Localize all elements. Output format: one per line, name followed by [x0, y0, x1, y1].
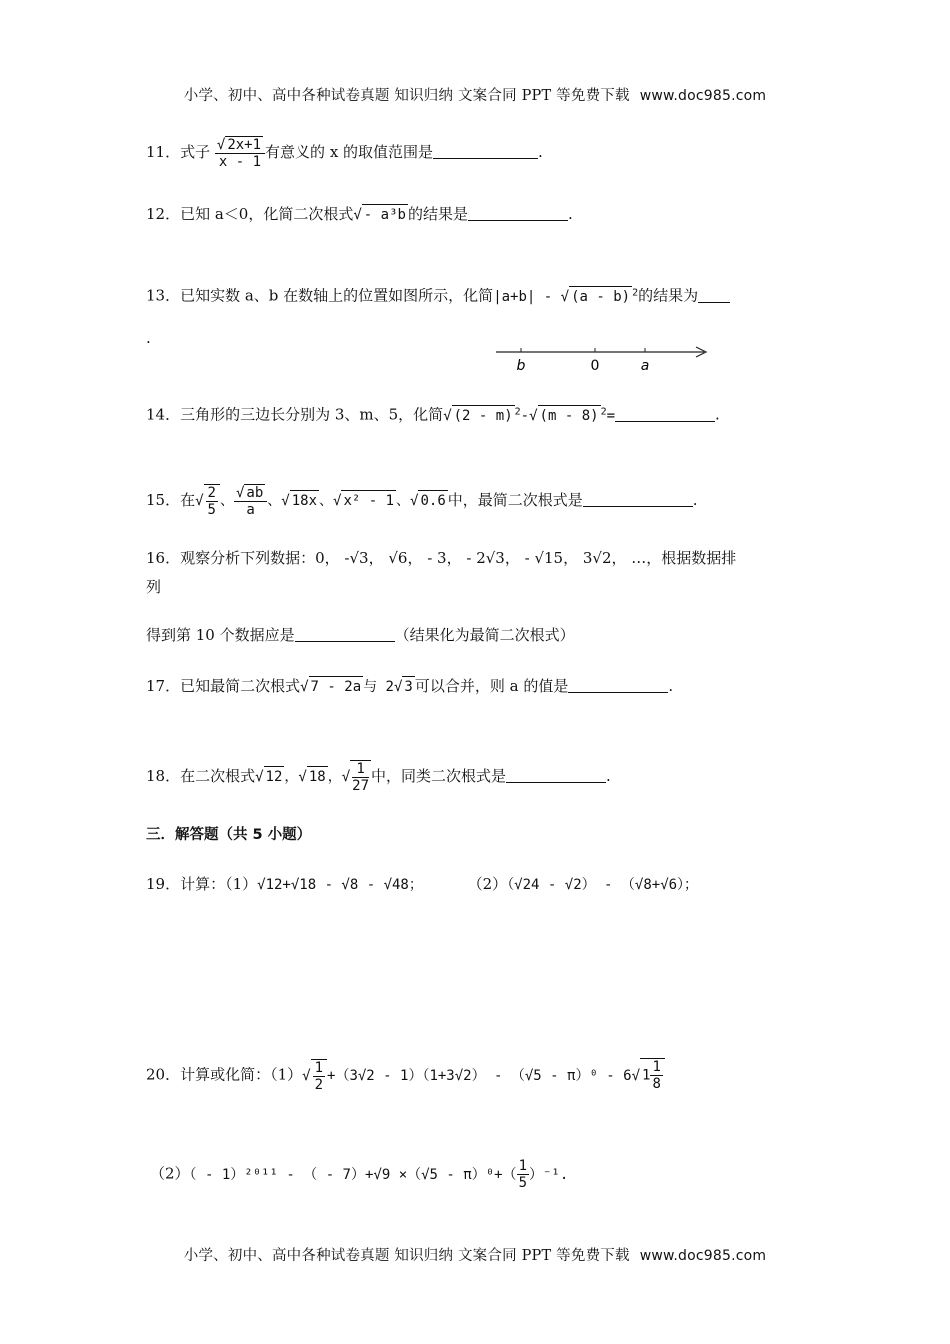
operator: = — [606, 407, 616, 424]
punctuation: . — [567, 205, 573, 223]
punctuation: . — [606, 767, 611, 785]
numerator: 1 — [314, 1059, 324, 1076]
question-number: 12． — [146, 205, 181, 223]
math-expression — [189, 1158, 569, 1191]
question-text: 的结果是 — [407, 205, 468, 223]
math-expression: √ 7 - 2a 与 2√ 3 — [300, 679, 415, 695]
question-11 — [146, 136, 543, 170]
question-text: 得到第 10 个数据应是 — [146, 626, 295, 644]
question-text: 已知最简二次根式 — [180, 677, 301, 695]
expression-part-1: √12+√18 - √8 - √48； — [257, 877, 423, 893]
radical-expression: √ - a³b — [353, 207, 408, 223]
question-16-line-3 — [146, 625, 575, 645]
radicand: - a³b — [362, 204, 408, 225]
radicand: (a - b) — [569, 286, 632, 307]
answer-blank[interactable] — [698, 288, 730, 303]
expression-part-2: （√24 - √2） - （√8+√6）； — [507, 877, 699, 893]
question-12 — [146, 204, 573, 225]
separator: 、 — [219, 493, 234, 509]
denominator: 8 — [652, 1076, 661, 1092]
denominator: a — [246, 502, 255, 518]
expression-tail: ）⁻¹. — [529, 1166, 569, 1183]
question-18 — [146, 760, 611, 794]
answer-blank[interactable] — [295, 627, 395, 642]
radicand: (2 - m) — [452, 405, 515, 426]
question-15 — [146, 484, 698, 518]
question-19 — [146, 874, 698, 895]
question-number: 13． — [146, 286, 181, 305]
question-13 — [146, 283, 730, 307]
question-number: 17． — [146, 677, 181, 695]
question-text: （结果化为最简二次根式） — [394, 626, 575, 644]
radicand: (m - 8) — [538, 405, 601, 426]
question-text: 在二次根式 — [180, 767, 256, 785]
denominator: 5 — [207, 502, 216, 518]
question-number: 11． — [146, 143, 181, 161]
question-number: 19． — [146, 875, 181, 893]
radicand: 18x — [290, 490, 319, 511]
question-text: 中，最简二次根式是 — [447, 491, 583, 509]
exponent: 2 — [600, 406, 607, 417]
radicand: 3 — [402, 676, 414, 697]
section-heading: 三．解答题（共 5 小题） — [146, 827, 312, 843]
operator: - — [520, 407, 530, 424]
radicand: 0.6 — [418, 490, 447, 511]
answer-blank[interactable] — [468, 206, 568, 221]
math-expression: |a+b| - √ (a - b) $^2$ — [493, 287, 639, 305]
numerator: 2 — [207, 485, 216, 501]
answer-blank[interactable] — [506, 768, 606, 783]
punctuation: . — [668, 677, 674, 695]
question-14 — [146, 402, 720, 426]
numerator: 1 — [652, 1059, 661, 1075]
radicand: 12 — [264, 766, 285, 787]
header-url: www.doc985.com — [639, 88, 767, 104]
question-text: 有意义的 x 的取值范围是 — [265, 143, 434, 161]
answer-blank[interactable] — [615, 407, 715, 422]
question-number: 18． — [146, 767, 181, 785]
math-expression: √ $\frac{2}{5}$ 、 $\frac{√ ab}{a}$ 、√ 18x 、√ x² - 1 、√ 0.6 — [195, 485, 446, 518]
question-text: 三角形的三边长分别为 3、m、5，化简 — [180, 405, 444, 424]
question-16-line-2: 列 — [146, 578, 162, 596]
denominator: 5 — [518, 1175, 527, 1191]
question-text: 已知 a＜0，化简二次根式 — [180, 205, 354, 223]
footer-text: 小学、初中、高中各种试卷真题 知识归纳 文案合同 PPT 等免费下载 — [183, 1248, 630, 1264]
numerator: 1 — [352, 761, 369, 778]
expression-body: （ - 1）²⁰¹¹ - （ - 7）+√9 ×（√5 - π）⁰+（ — [189, 1166, 517, 1183]
header-text: 小学、初中、高中各种试卷真题 知识归纳 文案合同 PPT 等免费下载 — [183, 88, 630, 104]
question-text: 计算或化简：（1） — [180, 1065, 303, 1084]
exponent: 2 — [632, 287, 639, 298]
number-line-figure — [494, 340, 710, 376]
fraction: $\frac{√ 2x+1}{x - 1}$ — [215, 136, 265, 170]
exponent: 2 — [514, 406, 521, 417]
answer-blank[interactable] — [568, 678, 668, 693]
operator: - — [535, 288, 561, 305]
answer-blank[interactable] — [583, 492, 693, 507]
math-expression: √ (2 - m) $^2$-√ (m - 8) $^2$= — [443, 406, 616, 424]
numerator: 2x+1 — [227, 137, 262, 153]
question-text: 在 — [180, 491, 196, 509]
label-a: a — [640, 358, 650, 374]
question-text: 式子 — [180, 143, 211, 161]
numerator: 1 — [518, 1158, 527, 1174]
question-number: 20． — [146, 1065, 181, 1084]
radicand: 7 - 2a — [309, 676, 364, 697]
denominator: x - 1 — [218, 154, 262, 170]
math-expression: √ $\frac{1}{2}$ +（3√2 - 1）（1+3√2） - （√5 - π）⁰ - 6√ 1 $\frac{1}{8}$ — [302, 1068, 665, 1084]
question-17 — [146, 676, 673, 697]
question-text: 可以合并，则 a 的值是 — [414, 677, 569, 695]
answer-blank[interactable] — [433, 144, 538, 159]
page-footer — [0, 1244, 950, 1265]
radicand: 18 — [307, 766, 328, 787]
question-16-line-1 — [146, 548, 736, 568]
numerator: ab — [246, 485, 264, 501]
whole-part: 1 — [642, 1067, 651, 1084]
footer-url: www.doc985.com — [639, 1248, 767, 1264]
page-header — [0, 84, 950, 105]
question-text: 中，同类二次根式是 — [371, 767, 507, 785]
math-expression: √ 12 ，√ 18 ，√ $\frac{1}{27}$ — [255, 761, 369, 794]
question-text: 计算：（1） — [180, 875, 258, 893]
question-text: 观察分析下列数据：0， -√3， √6， - 3， - 2√3， - √15， 3√2， …，根据数据排 — [180, 549, 737, 567]
denominator: 27 — [352, 778, 369, 794]
expression-body: +（3√2 - 1）（1+3√2） - （√5 - π）⁰ - 6 — [327, 1067, 632, 1084]
denominator: 2 — [314, 1076, 324, 1093]
part-label: （2） — [467, 875, 508, 893]
label-b: b — [516, 358, 526, 374]
part-label: （2） — [150, 1164, 190, 1183]
coefficient: 与 2 — [363, 679, 394, 695]
punctuation: . — [715, 405, 720, 424]
question-13-dot: . — [146, 329, 151, 347]
absolute-value: |a+b| — [493, 288, 536, 305]
radicand: x² - 1 — [341, 490, 396, 511]
question-text: 已知实数 a、b 在数轴上的位置如图所示，化简 — [180, 286, 494, 305]
question-number: 15． — [146, 491, 181, 509]
question-number: 16． — [146, 549, 181, 567]
label-zero: 0 — [590, 358, 600, 374]
punctuation: . — [538, 143, 543, 161]
question-20 — [146, 1058, 665, 1093]
question-text: 的结果为 — [638, 286, 699, 305]
question-number: 14． — [146, 405, 181, 424]
question-20-part-2 — [150, 1158, 568, 1191]
punctuation: . — [692, 491, 698, 509]
